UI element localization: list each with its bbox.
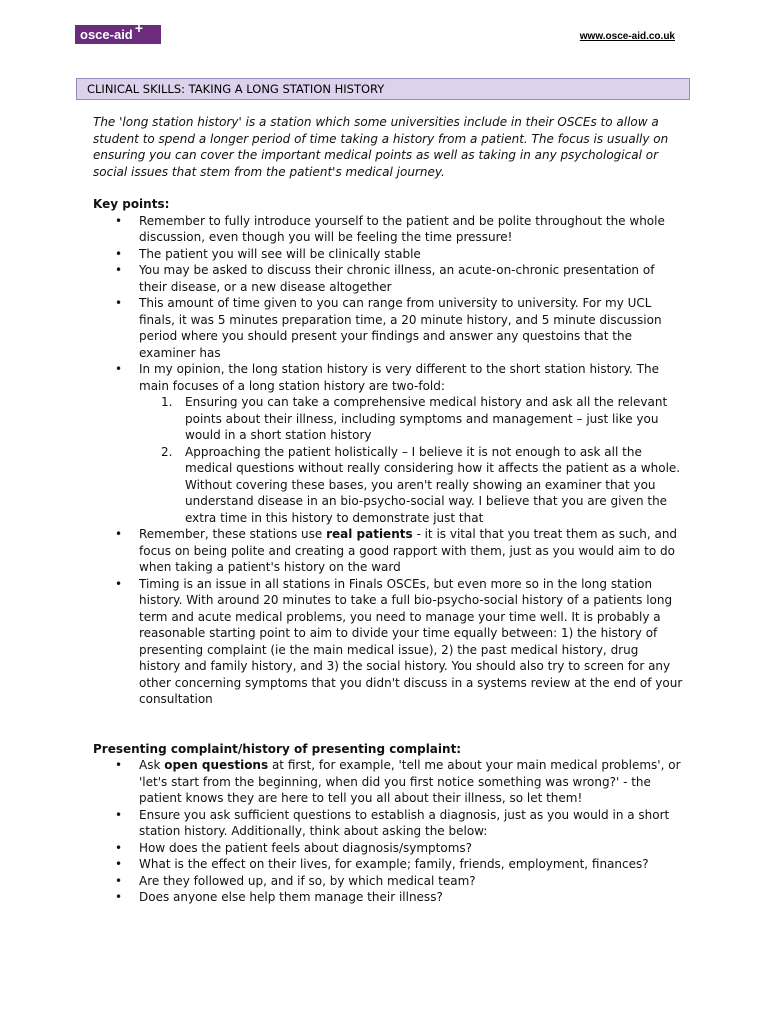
intro-paragraph: The 'long station history' is a station which some universities include in their OSCEs to allow a student to spend a longer period of time taking a history from a patient. The focus is usually on ensuring you can cover the important medical points as well as taking in any psychological or social issues that stem from the patient's medical journey. <box>93 115 669 179</box>
section-spacer <box>93 708 683 741</box>
text-run: Ask <box>139 758 165 772</box>
text-run: at first, for example, 'tell me about your main medical problems', or 'let's start from the beginning, when did you first notice something was wrong?' - the patient knows they are here to tell you all about their illness, so let them! <box>139 758 681 805</box>
sub-item-number: 1. <box>161 395 173 409</box>
focus-sublist <box>139 394 683 526</box>
sub-item-number: 2. <box>161 444 173 459</box>
text-run: Remember, these stations use <box>139 527 327 541</box>
logo-plus-icon: + <box>134 20 143 36</box>
sub-item-text: Approaching the patient holistically – I believe it is not enough to ask all the medical questions without really considering how it affects the patient as a whole. Without covering these bases, you aren't really showing an examiner that you understand disease in an bio-psycho-social way. I believe that you are given the extra time in this history to demonstrate just that <box>185 444 681 525</box>
logo-text: osce-aid <box>80 27 133 42</box>
list-item: • Timing is an issue in all stations in Finals OSCEs, but even more so in the long station history. With around 20 minutes to take a full bio-psycho-social history of a patients long term and acute medical problems, you need to manage your time well. It is probably a reasonable starting point to aim to divide your time equally between: 1) the history of presenting complaint (ie the main medical issue), 2) the past medical history, drug history and family history, and 3) the social history. You should also try to screen for any other concerning symptoms that you didn't discuss in a systems review at the end of your consultation <box>139 576 683 708</box>
list-item: • Does anyone else help them manage their illness? <box>139 889 683 906</box>
text-run: - it is vital that you treat them as such, and focus on being polite and creating a good rapport with them, just as you would aim to do when taking a patient's history on the ward <box>139 527 678 574</box>
list-item: • You may be asked to discuss their chronic illness, an acute-on-chronic presentation of their disease, or a new disease altogether <box>139 262 683 295</box>
list-item <box>139 757 683 807</box>
osce-aid-logo <box>75 20 161 44</box>
sub-list-item <box>161 394 683 444</box>
sub-list-item <box>161 444 683 527</box>
list-item: • How does the patient feels about diagnosis/symptoms? <box>139 840 683 857</box>
presenting-complaint-heading: Presenting complaint/history of presenting complaint: <box>93 741 462 756</box>
bold-text: real patients <box>326 527 413 541</box>
list-item: • The patient you will see will be clinically stable <box>139 246 683 263</box>
bold-text: open questions <box>164 758 269 772</box>
key-points-list <box>93 213 683 708</box>
list-item <box>139 361 683 526</box>
list-item: • Are they followed up, and if so, by which medical team? <box>139 873 683 890</box>
list-item <box>139 526 683 576</box>
document-body <box>93 114 683 906</box>
list-item: • This amount of time given to you can range from university to university. For my UCL finals, it was 5 minutes preparation time, a 20 minute history, and 5 minute discussion period where you should present your findings and answer any questoins that the examiner has <box>139 295 683 361</box>
sub-item-text: Ensuring you can take a comprehensive medical history and ask all the relevant points about their illness, including symptoms and management – just like you would in a short station history <box>185 395 668 442</box>
page-title: CLINICAL SKILLS: TAKING A LONG STATION HISTORY <box>76 78 690 100</box>
presenting-complaint-list <box>93 757 683 906</box>
key-points-heading: Key points: <box>93 197 170 211</box>
website-link[interactable]: www.osce-aid.co.uk <box>579 31 675 42</box>
list-item: • What is the effect on their lives, for example; family, friends, employment, finances? <box>139 856 683 873</box>
list-item: • Ensure you ask sufficient questions to establish a diagnosis, just as you would in a short station history. Additionally, think about asking the below: <box>139 807 683 840</box>
list-item-text: In my opinion, the long station history is very different to the short station history. The main focuses of a long station history are two-fold: <box>139 362 659 393</box>
list-item: • Remember to fully introduce yourself to the patient and be polite throughout the whole discussion, even though you will be feeling the time pressure! <box>139 213 683 246</box>
